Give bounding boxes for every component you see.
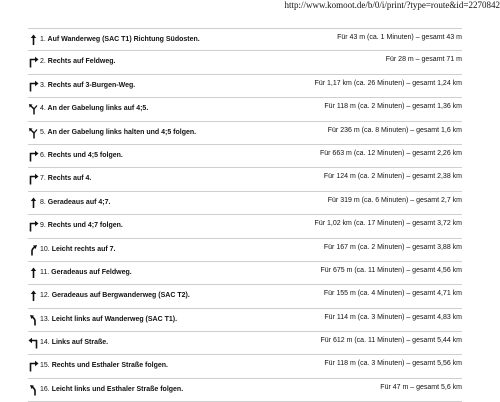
step-text: Rechts und 4;7 folgen. — [47, 222, 123, 230]
step-text: Geradeaus auf Feldweg. — [51, 268, 132, 276]
direction-step — [28, 355, 462, 378]
step-distance: Für 236 m (ca. 8 Minuten) – gesamt 1,6 km — [327, 126, 462, 134]
step-instruction — [40, 35, 200, 45]
step-distance: Für 612 m (ca. 11 Minuten) – gesamt 5,44 km — [320, 337, 462, 345]
step-instruction — [40, 151, 123, 161]
step-number: 12. — [40, 292, 50, 300]
direction-step — [28, 168, 462, 191]
straight-icon — [28, 34, 39, 46]
slight-left-icon — [28, 384, 39, 396]
step-text: Rechts auf 4. — [47, 175, 92, 183]
step-number: 15. — [40, 362, 50, 370]
direction-step — [28, 75, 462, 98]
step-number: 9. — [40, 222, 46, 230]
direction-step — [28, 192, 462, 215]
step-number: 11. — [40, 268, 50, 276]
step-distance: Für 663 m (ca. 12 Minuten) – gesamt 2,26 km — [319, 149, 462, 157]
turn-right-icon — [28, 150, 39, 162]
step-number: 6. — [40, 151, 46, 159]
slight-left-icon — [28, 314, 39, 326]
direction-step — [28, 215, 462, 238]
direction-step — [28, 262, 462, 285]
step-text: Auf Wanderweg (SAC T1) Richtung Südosten. — [47, 36, 200, 43]
step-instruction — [40, 221, 123, 231]
directions-list — [28, 28, 462, 402]
direction-step — [28, 28, 462, 51]
turn-left-icon — [28, 337, 39, 349]
step-instruction — [40, 291, 190, 301]
turn-right-icon — [28, 220, 39, 232]
turn-right-icon — [28, 80, 39, 92]
step-number: 2. — [40, 58, 46, 66]
print-url-header: http://www.komoot.de/b/0/i/print/?type=route&id=2270842 — [284, 0, 500, 10]
step-text: Leicht links auf Wanderweg (SAC T1). — [51, 315, 178, 323]
step-text: Links auf Straße. — [51, 339, 109, 347]
step-text: Rechts und 4;5 folgen. — [47, 151, 123, 159]
step-number: 4. — [40, 105, 46, 113]
fork-left-icon — [28, 127, 39, 139]
step-distance: Für 118 m (ca. 3 Minuten) – gesamt 5,56 km — [324, 360, 462, 368]
step-text: An der Gabelung links auf 4;5. — [47, 105, 149, 113]
fork-left-icon — [28, 103, 39, 115]
step-distance: Für 1,02 km (ca. 17 Minuten) – gesamt 3,72 km — [314, 220, 462, 228]
step-text: An der Gabelung links halten und 4;5 folgen. — [47, 128, 197, 136]
step-distance: Für 155 m (ca. 4 Minuten) – gesamt 4,71 km — [323, 290, 462, 298]
step-instruction — [40, 385, 183, 395]
slight-right-icon — [28, 244, 39, 256]
step-instruction — [40, 338, 108, 348]
step-text: Geradeaus auf 4;7. — [47, 198, 111, 206]
step-instruction — [40, 361, 168, 371]
step-instruction — [40, 315, 177, 325]
step-text: Leicht links und Esthaler Straße folgen. — [51, 385, 184, 393]
step-number: 7. — [40, 175, 46, 183]
step-instruction — [40, 245, 115, 255]
direction-step — [28, 309, 462, 332]
step-number: 5. — [40, 128, 46, 136]
step-text: Leicht rechts auf 7. — [51, 245, 116, 253]
step-distance: Für 319 m (ca. 6 Minuten) – gesamt 2,7 km — [327, 196, 462, 204]
step-instruction — [40, 174, 91, 184]
step-instruction — [40, 81, 135, 91]
step-distance: Für 118 m (ca. 2 Minuten) – gesamt 1,36 km — [324, 103, 462, 111]
step-number: 3. — [40, 81, 46, 89]
step-distance: Für 1,17 km (ca. 26 Minuten) – gesamt 1,24 km — [314, 79, 462, 87]
step-instruction — [40, 128, 196, 138]
step-distance: Für 114 m (ca. 3 Minuten) – gesamt 4,83 km — [324, 313, 462, 321]
direction-step — [28, 379, 462, 402]
step-text: Rechts auf Feldweg. — [47, 58, 116, 66]
direction-step — [28, 98, 462, 121]
direction-step — [28, 145, 462, 168]
step-text: Geradeaus auf Bergwanderweg (SAC T2). — [51, 292, 190, 300]
step-instruction — [40, 57, 115, 67]
direction-step — [28, 122, 462, 145]
step-instruction — [40, 198, 110, 208]
turn-right-icon — [28, 173, 39, 185]
direction-step — [28, 51, 462, 74]
straight-icon — [28, 267, 39, 279]
step-number: 16. — [40, 385, 50, 393]
step-number: 14. — [40, 339, 50, 347]
step-distance: Für 675 m (ca. 11 Minuten) – gesamt 4,56 km — [320, 266, 462, 274]
straight-icon — [28, 290, 39, 302]
direction-step — [28, 332, 462, 355]
direction-step — [28, 285, 462, 308]
step-distance: Für 124 m (ca. 2 Minuten) – gesamt 2,38 km — [323, 173, 462, 181]
step-distance: Für 47 m – gesamt 5,6 km — [380, 383, 462, 391]
step-distance: Für 167 m (ca. 2 Minuten) – gesamt 3,88 km — [323, 243, 462, 251]
step-instruction — [40, 268, 132, 278]
step-number: 10. — [40, 245, 50, 253]
step-number: 8. — [40, 198, 46, 206]
step-distance: Für 43 m (ca. 1 Minuten) – gesamt 43 m — [337, 34, 462, 41]
straight-icon — [28, 197, 39, 209]
turn-right-icon — [28, 56, 39, 68]
turn-right-icon — [28, 360, 39, 372]
step-number: 13. — [40, 315, 50, 323]
step-number: 1. — [40, 36, 46, 43]
step-text: Rechts und Esthaler Straße folgen. — [51, 362, 168, 370]
direction-step — [28, 239, 462, 262]
step-text: Rechts auf 3-Burgen-Weg. — [47, 81, 136, 89]
step-distance: Für 28 m – gesamt 71 m — [385, 56, 462, 64]
step-instruction — [40, 104, 148, 114]
